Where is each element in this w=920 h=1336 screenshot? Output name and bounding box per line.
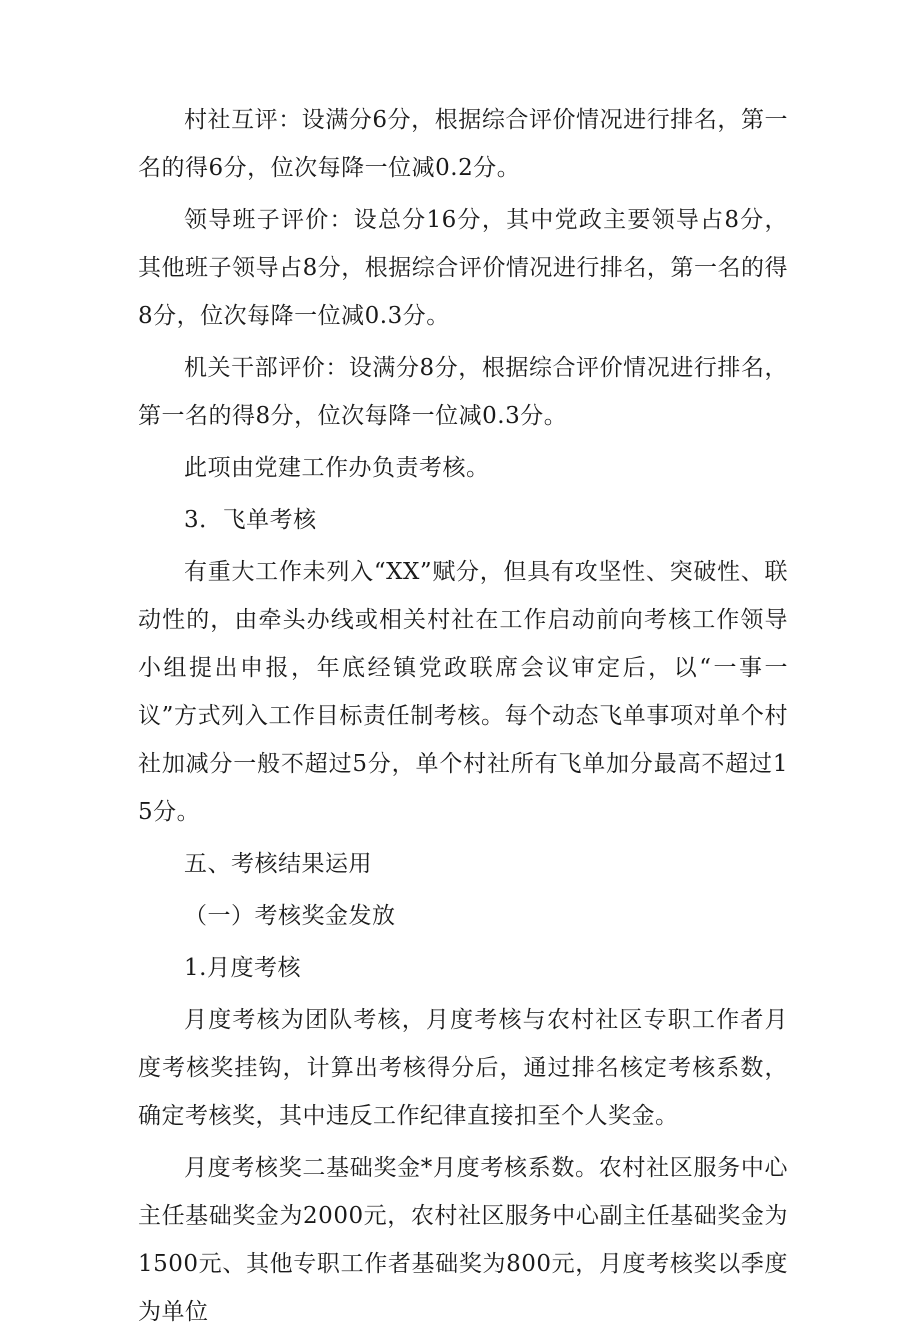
document-page	[138, 96, 788, 1336]
paragraph-cadre-evaluation: 机关干部评价：设满分8分，根据综合评价情况进行排名，第一名的得8分，位次每降一位减0.3分。	[138, 355, 788, 429]
paragraph-monthly-bonus-formula: 月度考核奖二基础奖金*月度考核系数。农村社区服务中心主任基础奖金为2000元，农村社区服务中心副主任基础奖金为1500元、其他专职工作者基础奖为800元，月度考核奖以季度为单位	[138, 1155, 788, 1325]
paragraph-leadership-evaluation: 领导班子评价：设总分16分，其中党政主要领导占8分，其他班子领导占8分，根据综合评价情况进行排名，第一名的得8分，位次每降一位减0.3分。	[138, 207, 788, 329]
subsection-heading-monthly-assessment: 1.月度考核	[184, 955, 301, 981]
paragraph-responsibility-note: 此项由党建工作办负责考核。	[184, 455, 490, 481]
subsection-heading-bonus-distribution: （一）考核奖金发放	[184, 903, 396, 929]
paragraph-flying-order-rules: 有重大工作未列入“XX”赋分，但具有攻坚性、突破性、联动性的，由牵头办线或相关村社在工作启动前向考核工作领导小组提出申报，年底经镇党政联席会议审定后，以“一事一议”方式列入工作目标责任制考核。每个动态飞单事项对单个村社加减分一般不超过5分，单个村社所有飞单加分最高不超过15分。	[138, 559, 788, 825]
section-heading-flying-order: 3．飞单考核	[184, 507, 317, 533]
paragraph-monthly-assessment-description: 月度考核为团队考核，月度考核与农村社区专职工作者月度考核奖挂钩，计算出考核得分后，通过排名核定考核系数，确定考核奖，其中违反工作纪律直接扣至个人奖金。	[138, 1007, 788, 1129]
section-heading-results-application: 五、考核结果运用	[184, 851, 372, 877]
paragraph-village-mutual-evaluation: 村社互评：设满分6分，根据综合评价情况进行排名，第一名的得6分，位次每降一位减0.2分。	[138, 107, 788, 181]
